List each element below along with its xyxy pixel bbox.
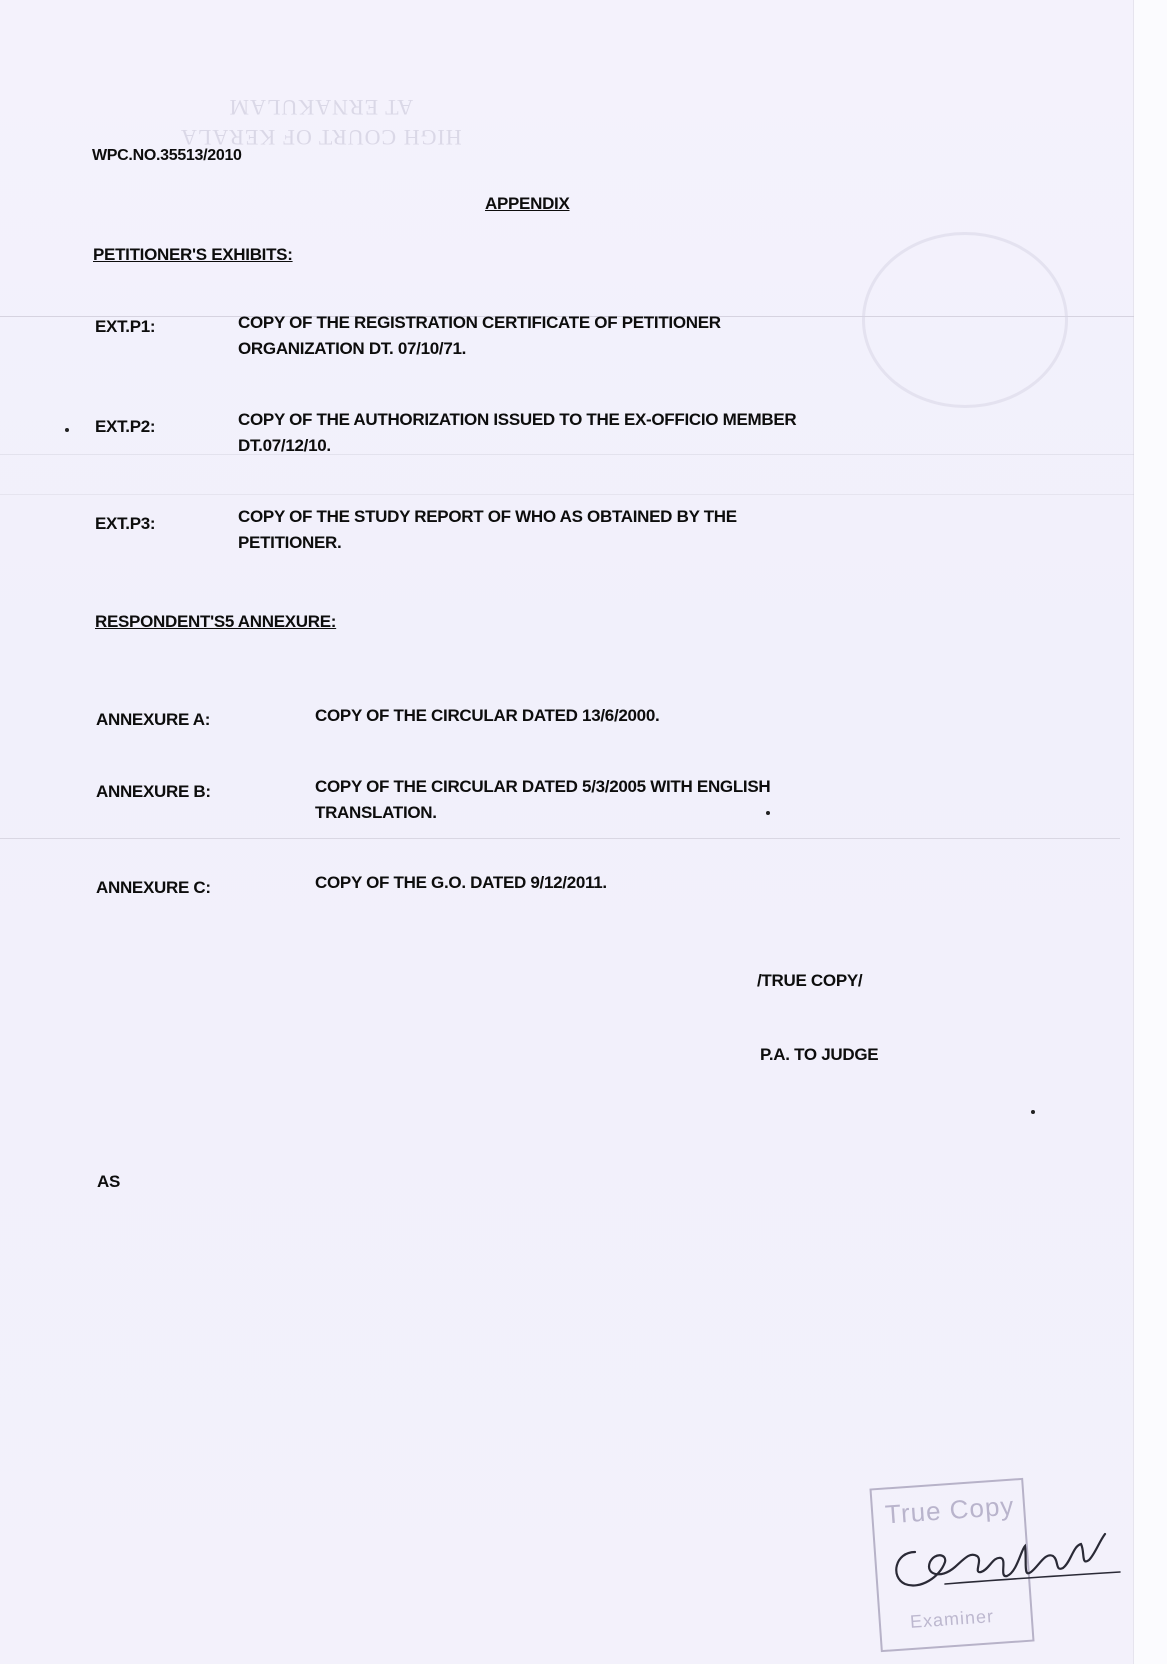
stamp-examiner: Examiner [909, 1606, 995, 1632]
exhibit-description-line: COPY OF THE STUDY REPORT OF WHO AS OBTAINED BY THE [238, 507, 737, 526]
exhibit-description [238, 407, 796, 459]
signature-icon [885, 1522, 1125, 1602]
annexure-description-line: TRANSLATION. [315, 803, 437, 822]
annexure-description [315, 703, 659, 729]
exhibit-description [238, 310, 721, 362]
stamp-title: True Copy [884, 1490, 1016, 1530]
annexure-label: ANNEXURE B: [96, 782, 211, 801]
exhibit-description-line: COPY OF THE AUTHORIZATION ISSUED TO THE EX-OFFICIO MEMBER [238, 410, 797, 429]
annexure-description-line: COPY OF THE CIRCULAR DATED 5/3/2005 WITH ENGLISH [315, 777, 771, 796]
speck [65, 428, 69, 432]
exhibit-description-line: PETITIONER. [238, 533, 342, 552]
typist-initials: AS [97, 1172, 121, 1191]
annexure-label: ANNEXURE C: [96, 878, 211, 897]
speck [1031, 1110, 1035, 1114]
scan-line [0, 838, 1120, 839]
page-edge [1133, 0, 1167, 1664]
true-copy-note: /TRUE COPY/ [757, 971, 863, 990]
appendix-title: APPENDIX [485, 194, 570, 213]
exhibit-description-line: ORGANIZATION DT. 07/10/71. [238, 339, 467, 358]
petitioner-exhibits-heading: PETITIONER'S EXHIBITS: [93, 245, 293, 264]
exhibit-label: EXT.P2: [95, 417, 156, 436]
exhibit-description-line: COPY OF THE REGISTRATION CERTIFICATE OF PETITIONER [238, 313, 721, 332]
annexure-description [315, 774, 770, 826]
exhibit-label: EXT.P3: [95, 514, 156, 533]
exhibit-description [238, 504, 737, 556]
annexure-description [315, 870, 607, 896]
annexure-description-line: COPY OF THE G.O. DATED 9/12/2011. [315, 873, 607, 892]
annexure-label: ANNEXURE A: [96, 710, 211, 729]
speck [766, 811, 770, 815]
case-number: WPC.NO.35513/2010 [92, 147, 242, 164]
annexure-description-line: COPY OF THE CIRCULAR DATED 13/6/2000. [315, 706, 660, 725]
scan-line [0, 494, 1134, 495]
bleed-through-seal [862, 232, 1068, 408]
exhibit-label: EXT.P1: [95, 317, 156, 336]
exhibit-description-line: DT.07/12/10. [238, 436, 331, 455]
bleed-through-text: HIGH COURT OF KERALA AT ERNAKULAM [180, 95, 462, 150]
respondent-annexure-heading: RESPONDENT'S5 ANNEXURE: [95, 612, 337, 631]
pa-to-judge: P.A. TO JUDGE [760, 1045, 879, 1064]
